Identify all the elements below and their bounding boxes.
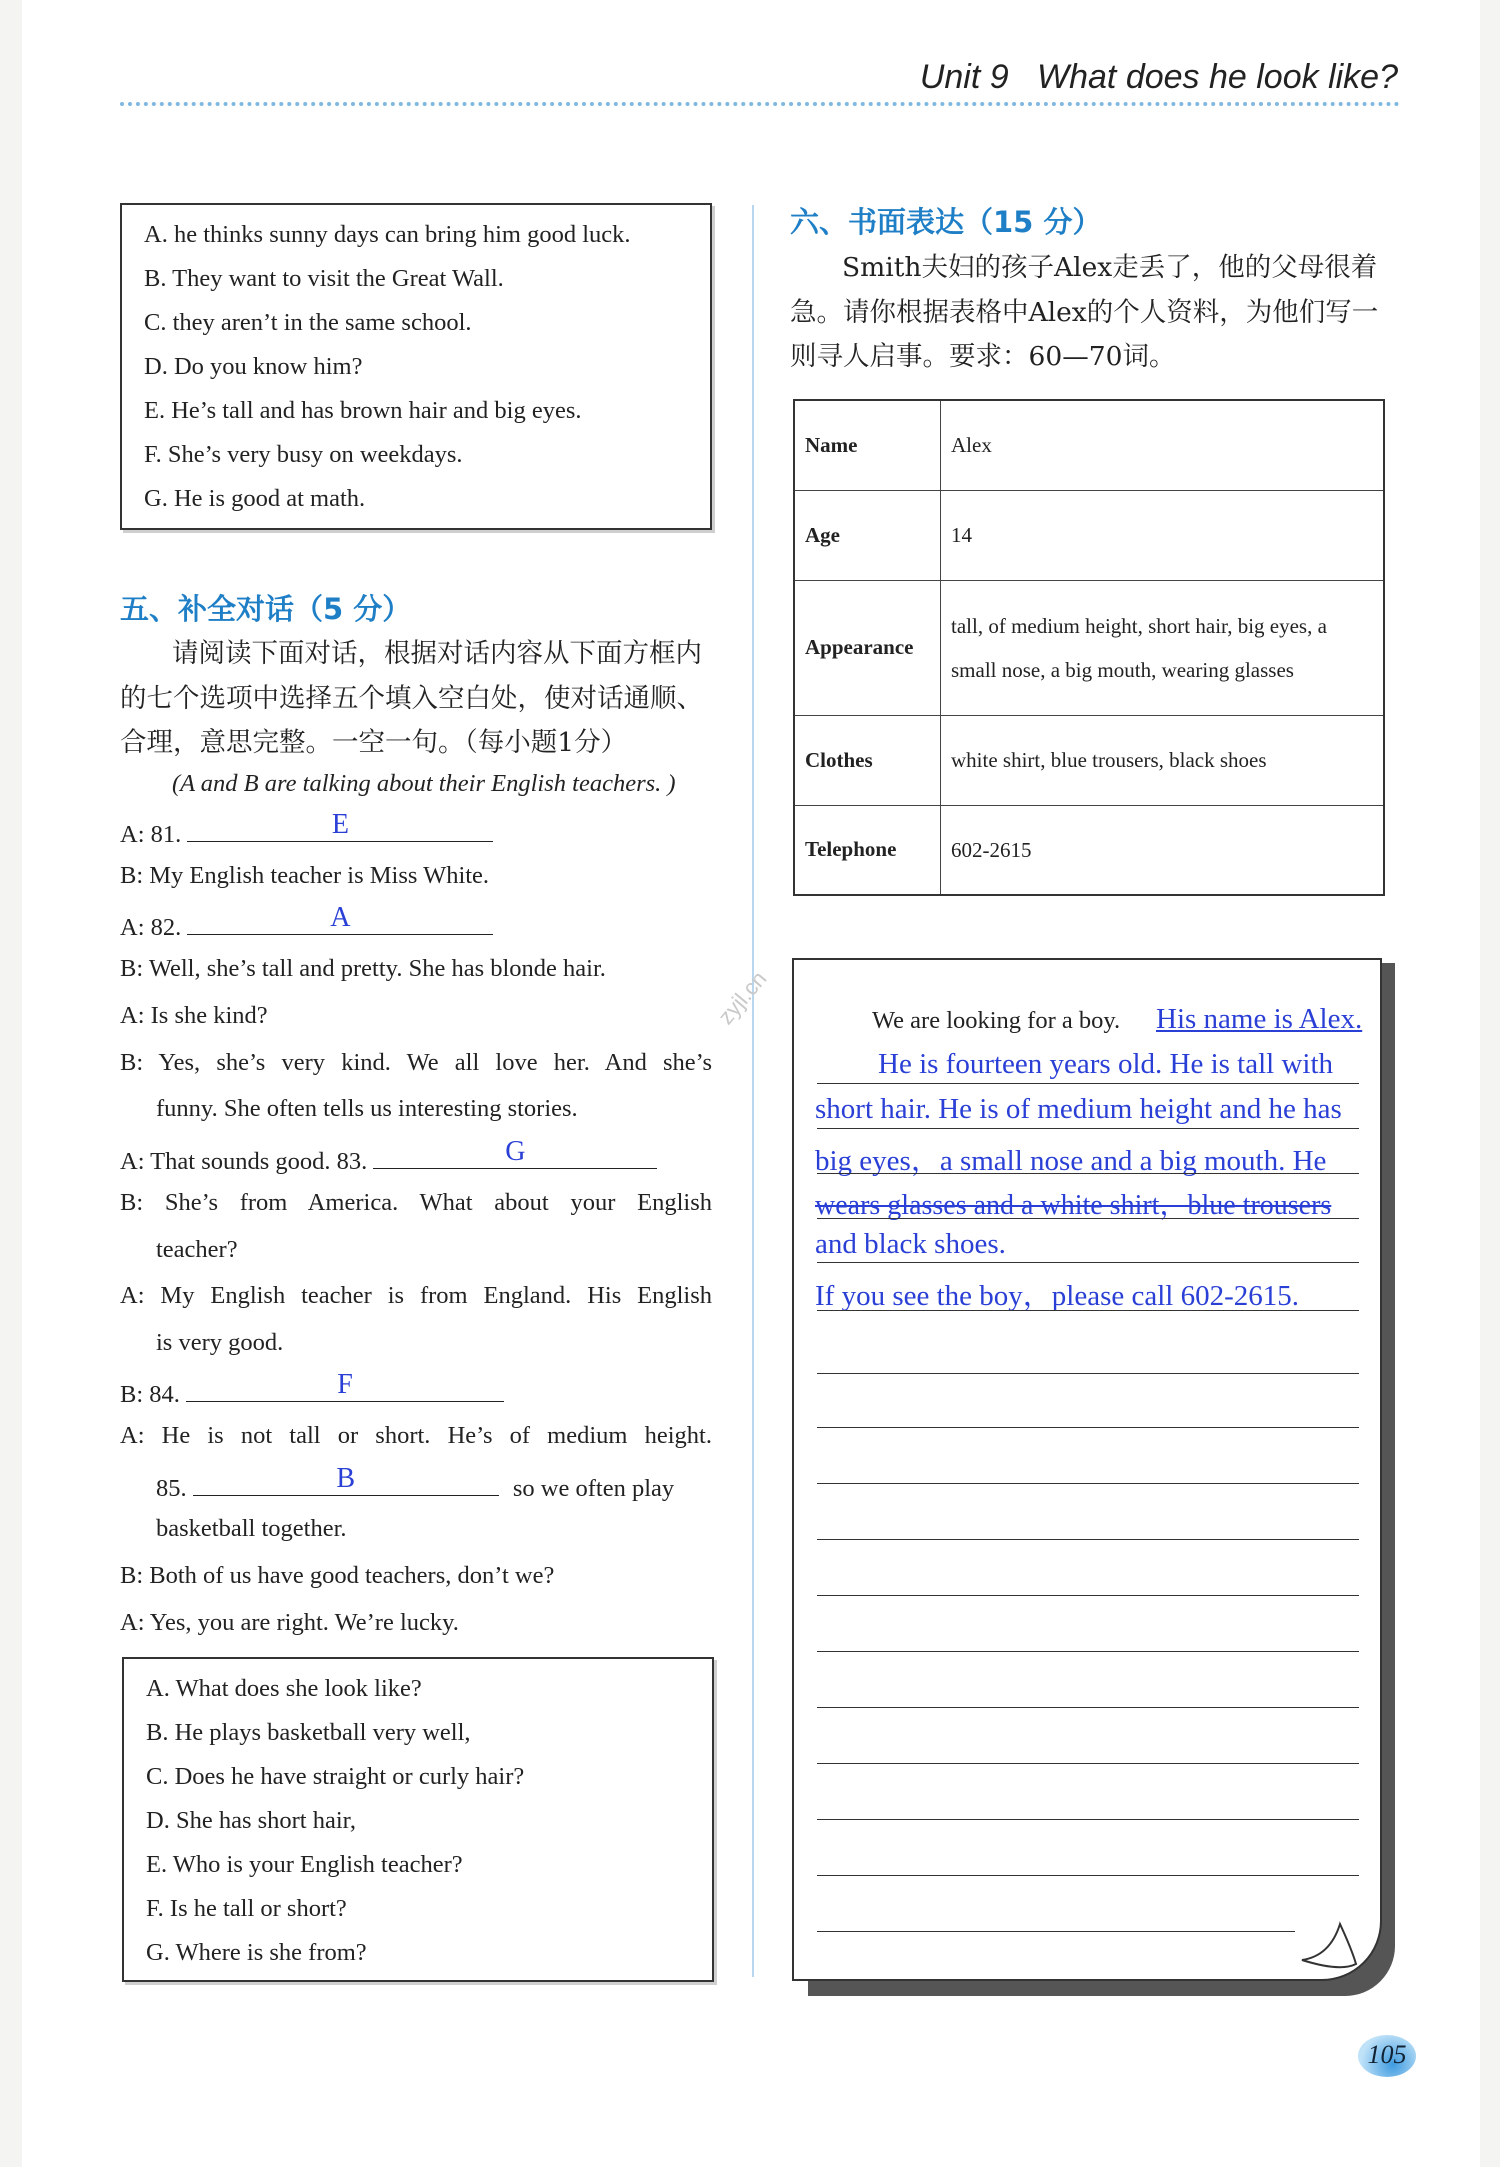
ruled-line xyxy=(817,1707,1359,1708)
essay-line[interactable]: If you see the boy，please call 602-2615. xyxy=(815,1280,1299,1312)
dialog-line: B: Well, she’s tall and pretty. She has blonde hair. xyxy=(120,955,606,982)
option-item: G. He is good at math. xyxy=(144,485,366,512)
option-item: C. they aren’t in the same school. xyxy=(144,309,472,336)
header-divider xyxy=(120,102,1400,106)
answer-85: B xyxy=(336,1463,356,1494)
dialog-context: (A and B are talking about their English teachers. ) xyxy=(172,770,676,797)
essay-lead: We are looking for a boy. xyxy=(872,1007,1121,1034)
table-label: Clothes xyxy=(794,715,941,805)
table-row xyxy=(794,490,1384,580)
option-item: B. He plays basketball very well, xyxy=(146,1719,471,1746)
ruled-line xyxy=(817,1427,1359,1428)
ruled-line xyxy=(817,1483,1359,1484)
table-label: Telephone xyxy=(794,805,941,895)
table-row xyxy=(794,715,1384,805)
ruled-line xyxy=(817,1262,1359,1263)
dialog-line-81: A: 81. E xyxy=(120,815,720,849)
ruled-line xyxy=(817,1218,1359,1219)
answer-83: G xyxy=(505,1136,526,1167)
dialog-line: B: My English teacher is Miss White. xyxy=(120,862,490,889)
answer-81: E xyxy=(331,809,349,840)
answer-blank-83[interactable] xyxy=(373,1136,657,1169)
ruled-line xyxy=(817,1763,1359,1764)
ruled-line xyxy=(817,1875,1359,1876)
option-item: G. Where is she from? xyxy=(146,1939,367,1966)
ruled-line xyxy=(817,1819,1359,1820)
ruled-line xyxy=(817,1373,1359,1374)
table-value: 14 xyxy=(941,490,1385,580)
ruled-line xyxy=(817,1128,1359,1129)
section5-instructions: 请阅读下面对话，根据对话内容从下面方框内的七个选项中选择五个填入空白处，使对话通顺、合理，意思完整。一空一句。（每小题1分） xyxy=(120,638,703,758)
table-row xyxy=(794,580,1384,715)
section6-instructions: Smith夫妇的孩子Alex走丢了，他的父母很着急。请你根据表格中Alex的个人资料，为他们写一则寻人启事。要求：60—70词。 xyxy=(790,252,1379,372)
table-value: 602-2615 xyxy=(941,805,1385,895)
ruled-line xyxy=(817,1083,1359,1084)
unit-label: Unit 9 xyxy=(919,58,1009,96)
ruled-line xyxy=(817,1173,1359,1174)
page-number: 105 xyxy=(1358,2035,1416,2077)
table-label: Appearance xyxy=(794,580,941,715)
ruled-line xyxy=(817,1539,1359,1540)
table-value: Alex xyxy=(941,400,1385,490)
section6-title: 六、书面表达（15 分） xyxy=(790,205,1102,239)
dialog-line-82: A: 82. A xyxy=(120,908,720,942)
table-row xyxy=(794,805,1384,895)
dialog-line: A: Yes, you are right. We’re lucky. xyxy=(120,1609,459,1636)
dialog-line: A: My English teacher is from England. His English xyxy=(120,1282,712,1309)
dialog-line: funny. She often tells us interesting stories. xyxy=(156,1095,578,1122)
dialog-line-84: B: 84. F xyxy=(120,1375,720,1409)
options-box-section5 xyxy=(122,1657,714,1982)
answer-82: A xyxy=(330,902,351,933)
answer-84: F xyxy=(337,1369,353,1400)
column-divider xyxy=(752,205,754,1977)
ruled-line xyxy=(817,1931,1295,1932)
dialog-line: basketball together. xyxy=(156,1515,347,1542)
option-item: A. he thinks sunny days can bring him good luck. xyxy=(144,221,631,248)
essay-line[interactable]: big eyes，a small nose and a big mouth. He xyxy=(815,1145,1327,1177)
page-curl-icon xyxy=(1300,1920,1360,1974)
dialog-line-83: A: That sounds good. 83. G xyxy=(120,1142,720,1176)
options-box-previous xyxy=(120,203,712,530)
answer-blank-85[interactable] xyxy=(193,1463,499,1496)
table-value: white shirt, blue trousers, black shoes xyxy=(941,715,1385,805)
dialog-line: B: Both of us have good teachers, don’t we? xyxy=(120,1562,555,1589)
essay-line[interactable]: His name is Alex. xyxy=(1156,1003,1363,1035)
essay-line[interactable]: wears glasses and a white shirt，blue trousers xyxy=(815,1190,1332,1221)
dialog-line: B: Yes, she’s very kind. We all love her. And she’s xyxy=(120,1049,712,1076)
option-item: A. What does she look like? xyxy=(146,1675,422,1702)
alex-info-table xyxy=(793,399,1385,896)
dialog-line: A: He is not tall or short. He’s of medium height. xyxy=(120,1422,712,1449)
essay-line[interactable]: and black shoes. xyxy=(815,1228,1006,1260)
ruled-line xyxy=(817,1651,1359,1652)
option-item: D. She has short hair, xyxy=(146,1807,356,1834)
table-row xyxy=(794,400,1384,490)
option-item: E. He’s tall and has brown hair and big eyes. xyxy=(144,397,582,424)
option-item: B. They want to visit the Great Wall. xyxy=(144,265,504,292)
option-item: D. Do you know him? xyxy=(144,353,363,380)
dialog-line: B: She’s from America. What about your English xyxy=(120,1189,712,1216)
section5-title: 五、补全对话（5 分） xyxy=(120,592,412,626)
ruled-line xyxy=(817,1310,1359,1311)
table-value: tall, of medium height, short hair, big eyes, a small nose, a big mouth, wearing glasses xyxy=(941,580,1385,715)
unit-title: What does he look like? xyxy=(1037,58,1398,96)
dialog-line: is very good. xyxy=(156,1329,284,1356)
essay-line[interactable]: He is fourteen years old. He is tall with xyxy=(878,1048,1334,1080)
option-item: C. Does he have straight or curly hair? xyxy=(146,1763,525,1790)
table-label: Name xyxy=(794,400,941,490)
essay-line[interactable]: short hair. He is of medium height and he has xyxy=(815,1093,1342,1125)
dialog-line: A: Is she kind? xyxy=(120,1002,268,1029)
option-item: F. Is he tall or short? xyxy=(146,1895,347,1922)
table-label: Age xyxy=(794,490,941,580)
option-item: F. She’s very busy on weekdays. xyxy=(144,441,463,468)
unit-header xyxy=(920,58,1398,97)
ruled-line xyxy=(817,1595,1359,1596)
watermark: zyjl.cn xyxy=(712,966,772,1030)
option-item: E. Who is your English teacher? xyxy=(146,1851,463,1878)
dialog-line-85: 85. B so we often play xyxy=(156,1463,675,1502)
dialog-line: teacher? xyxy=(156,1236,238,1263)
